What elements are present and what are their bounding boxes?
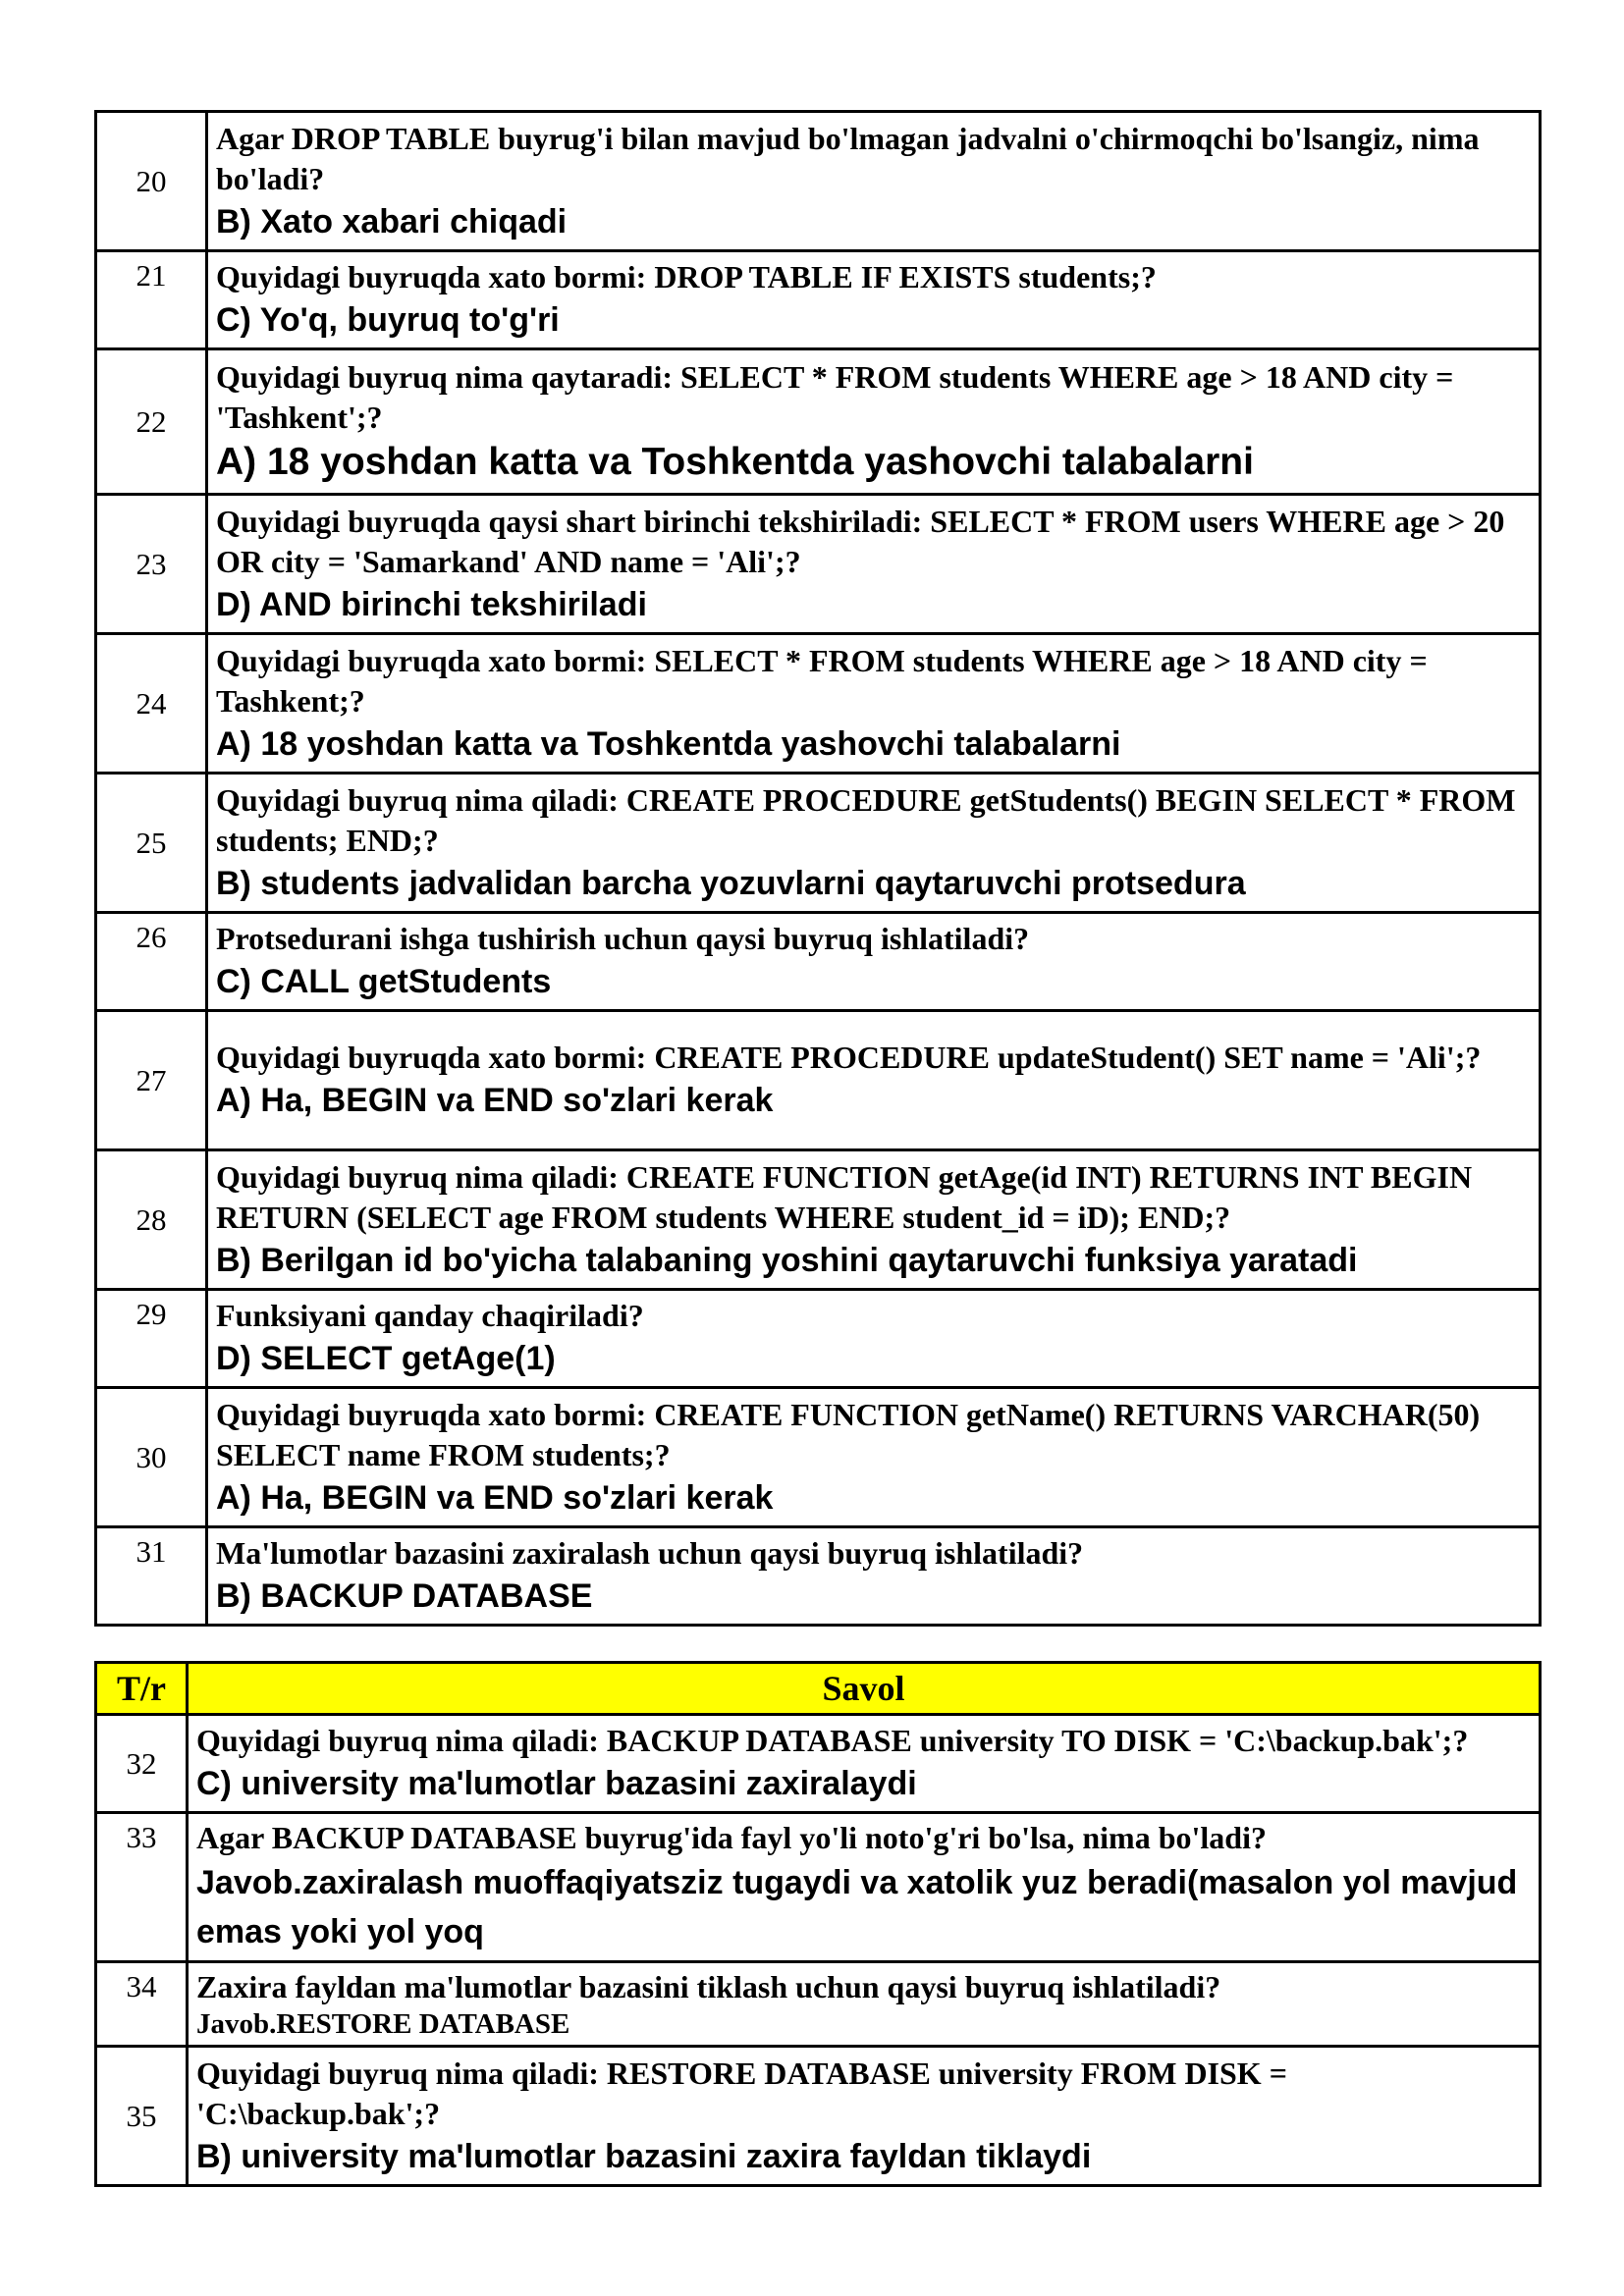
row-number: 31 bbox=[96, 1527, 207, 1626]
row-number: 29 bbox=[96, 1290, 207, 1388]
table-row bbox=[96, 1527, 1541, 1626]
header-row bbox=[96, 1663, 1541, 1715]
answer-text: C) Yo'q, buyruq to'g'ri bbox=[216, 301, 560, 339]
answer-text: B) BACKUP DATABASE bbox=[216, 1577, 593, 1615]
table-row bbox=[96, 251, 1541, 349]
answer-text: A) 18 yoshdan katta va Toshkentda yashovchi talabalarni bbox=[216, 440, 1254, 483]
row-number: 20 bbox=[96, 112, 207, 251]
table-row bbox=[96, 634, 1541, 774]
answer-text: Javob.RESTORE DATABASE bbox=[196, 2008, 570, 2040]
answer-text: C) university ma'lumotlar bazasini zaxiralaydi bbox=[196, 1765, 917, 1802]
table-row bbox=[96, 1150, 1541, 1290]
table-row bbox=[96, 1011, 1541, 1150]
answer-text: A) Ha, BEGIN va END so'zlari kerak bbox=[216, 1082, 774, 1119]
row-number: 22 bbox=[96, 349, 207, 495]
question-text: Agar BACKUP DATABASE buyrug'ida fayl yo'li noto'g'ri bo'lsa, nima bo'ladi? bbox=[196, 1820, 1267, 1855]
row-number: 25 bbox=[96, 774, 207, 913]
answer-text: B) students jadvalidan barcha yozuvlarni qaytaruvchi protsedura bbox=[216, 864, 1246, 902]
row-number: 30 bbox=[96, 1388, 207, 1527]
answer-text: D) AND birinchi tekshiriladi bbox=[216, 585, 647, 623]
table-row bbox=[96, 349, 1541, 495]
table-row bbox=[96, 1388, 1541, 1527]
question-text: Quyidagi buyruqda xato bormi: SELECT * FROM students WHERE age > 18 AND city = Tashkent;? bbox=[216, 642, 1428, 719]
row-number: 23 bbox=[96, 495, 207, 634]
table-row bbox=[96, 2047, 1541, 2186]
question-text: Funksiyani qanday chaqiriladi? bbox=[216, 1298, 644, 1333]
table-row bbox=[96, 1290, 1541, 1388]
table-row bbox=[96, 913, 1541, 1011]
question-text: Quyidagi buyruqda xato bormi: DROP TABLE IF EXISTS students;? bbox=[216, 259, 1157, 294]
question-text: Quyidagi buyruq nima qaytaradi: SELECT * FROM students WHERE age > 18 AND city = 'Tashkent';? bbox=[216, 358, 1454, 435]
questions-table-2 bbox=[94, 1661, 1542, 2187]
answer-text: A) Ha, BEGIN va END so'zlari kerak bbox=[216, 1478, 774, 1517]
question-text: Quyidagi buyruq nima qiladi: BACKUP DATABASE university TO DISK = 'C:\backup.bak';? bbox=[196, 1723, 1469, 1758]
row-number: 33 bbox=[96, 1813, 188, 1962]
header-question: Savol bbox=[188, 1663, 1541, 1715]
question-text: Quyidagi buyruqda qaysi shart birinchi tekshiriladi: SELECT * FROM users WHERE age > 20 OR city = 'Samarkand' AND name = 'Ali';? bbox=[216, 503, 1505, 579]
question-text: Quyidagi buyruqda xato bormi: CREATE PROCEDURE updateStudent() SET name = 'Ali';? bbox=[216, 1040, 1482, 1075]
questions-table-1 bbox=[94, 110, 1542, 1627]
row-number: 21 bbox=[96, 251, 207, 349]
answer-text: B) Berilgan id bo'yicha talabaning yoshini qaytaruvchi funksiya yaratadi bbox=[216, 1241, 1358, 1279]
table-row bbox=[96, 774, 1541, 913]
question-text: Protsedurani ishga tushirish uchun qaysi buyruq ishlatiladi? bbox=[216, 921, 1030, 956]
table-row bbox=[96, 112, 1541, 251]
answer-text: B) university ma'lumotlar bazasini zaxira fayldan tiklaydi bbox=[196, 2137, 1092, 2175]
question-text: Agar DROP TABLE buyrug'i bilan mavjud bo'lmagan jadvalni o'chirmoqchi bo'lsangiz, nima bo'ladi? bbox=[216, 120, 1480, 196]
table-row bbox=[96, 1813, 1541, 1962]
header-number: T/r bbox=[96, 1663, 188, 1715]
question-text: Quyidagi buyruq nima qiladi: RESTORE DATABASE university FROM DISK = 'C:\backup.bak';? bbox=[196, 2055, 1287, 2131]
question-text: Ma'lumotlar bazasini zaxiralash uchun qaysi buyruq ishlatiladi? bbox=[216, 1535, 1084, 1571]
question-text: Quyidagi buyruqda xato bormi: CREATE FUNCTION getName() RETURNS VARCHAR(50) SELECT name FROM students;? bbox=[216, 1396, 1481, 1472]
question-text: Quyidagi buyruq nima qiladi: CREATE PROCEDURE getStudents() BEGIN SELECT * FROM students; END;? bbox=[216, 781, 1516, 858]
row-number: 32 bbox=[96, 1715, 188, 1813]
table-row bbox=[96, 1962, 1541, 2047]
answer-text: D) SELECT getAge(1) bbox=[216, 1340, 556, 1377]
answer-text: B) Xato xabari chiqadi bbox=[216, 202, 568, 240]
row-number: 27 bbox=[96, 1011, 207, 1150]
question-text: Quyidagi buyruq nima qiladi: CREATE FUNCTION getAge(id INT) RETURNS INT BEGIN RETURN (SELECT age FROM students WHERE student_id = iD); END;? bbox=[216, 1158, 1473, 1235]
row-number: 35 bbox=[96, 2047, 188, 2186]
answer-text: C) CALL getStudents bbox=[216, 963, 552, 1000]
table-row bbox=[96, 495, 1541, 634]
question-text: Zaxira fayldan ma'lumotlar bazasini tiklash uchun qaysi buyruq ishlatiladi? bbox=[196, 1969, 1221, 2004]
row-number: 28 bbox=[96, 1150, 207, 1290]
row-number: 34 bbox=[96, 1962, 188, 2047]
row-number: 24 bbox=[96, 634, 207, 774]
table-row bbox=[96, 1715, 1541, 1813]
answer-text: Javob.zaxiralash muoffaqiyatsziz tugaydi va xatolik yuz beradi(masalon yol mavjud emas yoki yol yoq bbox=[196, 1864, 1518, 1950]
row-number: 26 bbox=[96, 913, 207, 1011]
answer-text: A) 18 yoshdan katta va Toshkentda yashovchi talabalarni bbox=[216, 724, 1121, 763]
